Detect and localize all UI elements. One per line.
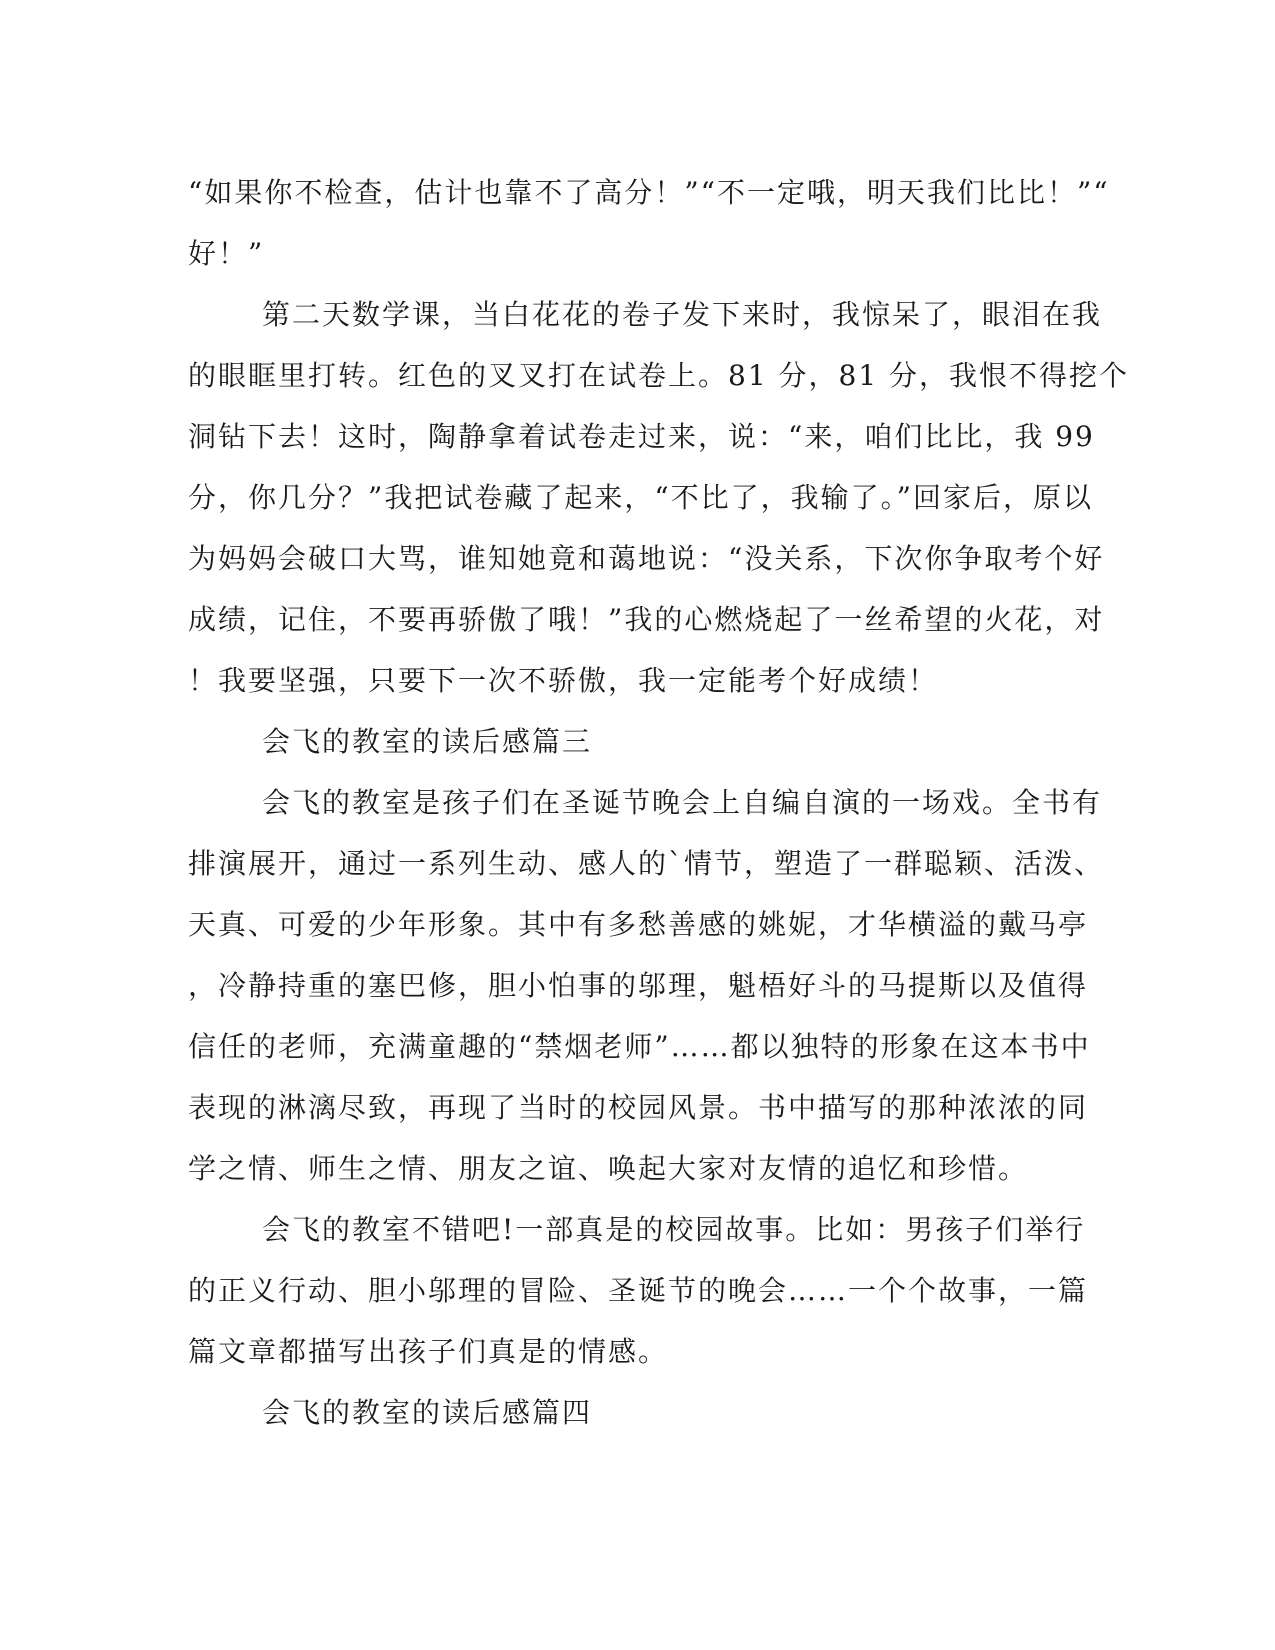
text-line: 的眼眶里打转。红色的叉叉打在试卷上。81 分，81 分，我恨不得挖个 (188, 359, 1130, 392)
text-line: 篇文章都描写出孩子们真是的情感。 (188, 1335, 669, 1368)
document-body (188, 162, 1130, 1443)
text-line: 的正义行动、胆小邬理的冒险、圣诞节的晚会……一个个故事，一篇 (188, 1274, 1089, 1307)
section-heading: 会飞的教室的读后感篇三 (262, 725, 593, 758)
text-line: 成绩，记住，不要再骄傲了哦！”我的心燃烧起了一丝希望的火花，对 (188, 603, 1105, 636)
text-line: 表现的淋漓尽致，再现了当时的校园风景。书中描写的那种浓浓的同 (188, 1091, 1089, 1124)
text-line: 信任的老师，充满童趣的“禁烟老师”……都以独特的形象在这本书中 (188, 1030, 1091, 1063)
text-line: 分，你几分？”我把试卷藏了起来，“不比了，我输了。”回家后，原以 (188, 481, 1093, 514)
section-heading: 会飞的教室的读后感篇四 (262, 1396, 593, 1429)
text-line: ！我要坚强，只要下一次不骄傲，我一定能考个好成绩！ (188, 664, 939, 697)
text-line: 天真、可爱的少年形象。其中有多愁善感的姚妮，才华横溢的戴马亭 (188, 908, 1089, 941)
text-line: 排演展开，通过一系列生动、感人的`情节，塑造了一群聪颖、活泼、 (188, 847, 1105, 880)
paragraph-start-line: 会飞的教室是孩子们在圣诞节晚会上自编自演的一场戏。全书有 (262, 786, 1103, 819)
text-line: 洞钻下去！这时，陶静拿着试卷走过来，说：“来，咱们比比，我 99 (188, 420, 1095, 453)
text-line: ，冷静持重的塞巴修，胆小怕事的邬理，魁梧好斗的马提斯以及值得 (188, 969, 1089, 1002)
text-line: 好！” (188, 237, 265, 270)
paragraph-start-line: 会飞的教室不错吧!一部真是的校园故事。比如：男孩子们举行 (262, 1213, 1086, 1246)
text-line: 学之情、师生之情、朋友之谊、唤起大家对友情的追忆和珍惜。 (188, 1152, 1029, 1185)
text-line: 为妈妈会破口大骂，谁知她竟和蔼地说：“没关系，下次你争取考个好 (188, 542, 1105, 575)
paragraph-start-line: 第二天数学课，当白花花的卷子发下来时，我惊呆了，眼泪在我 (262, 298, 1103, 331)
text-line: “如果你不检查，估计也靠不了高分！”“不一定哦，明天我们比比！”“ (188, 176, 1110, 209)
